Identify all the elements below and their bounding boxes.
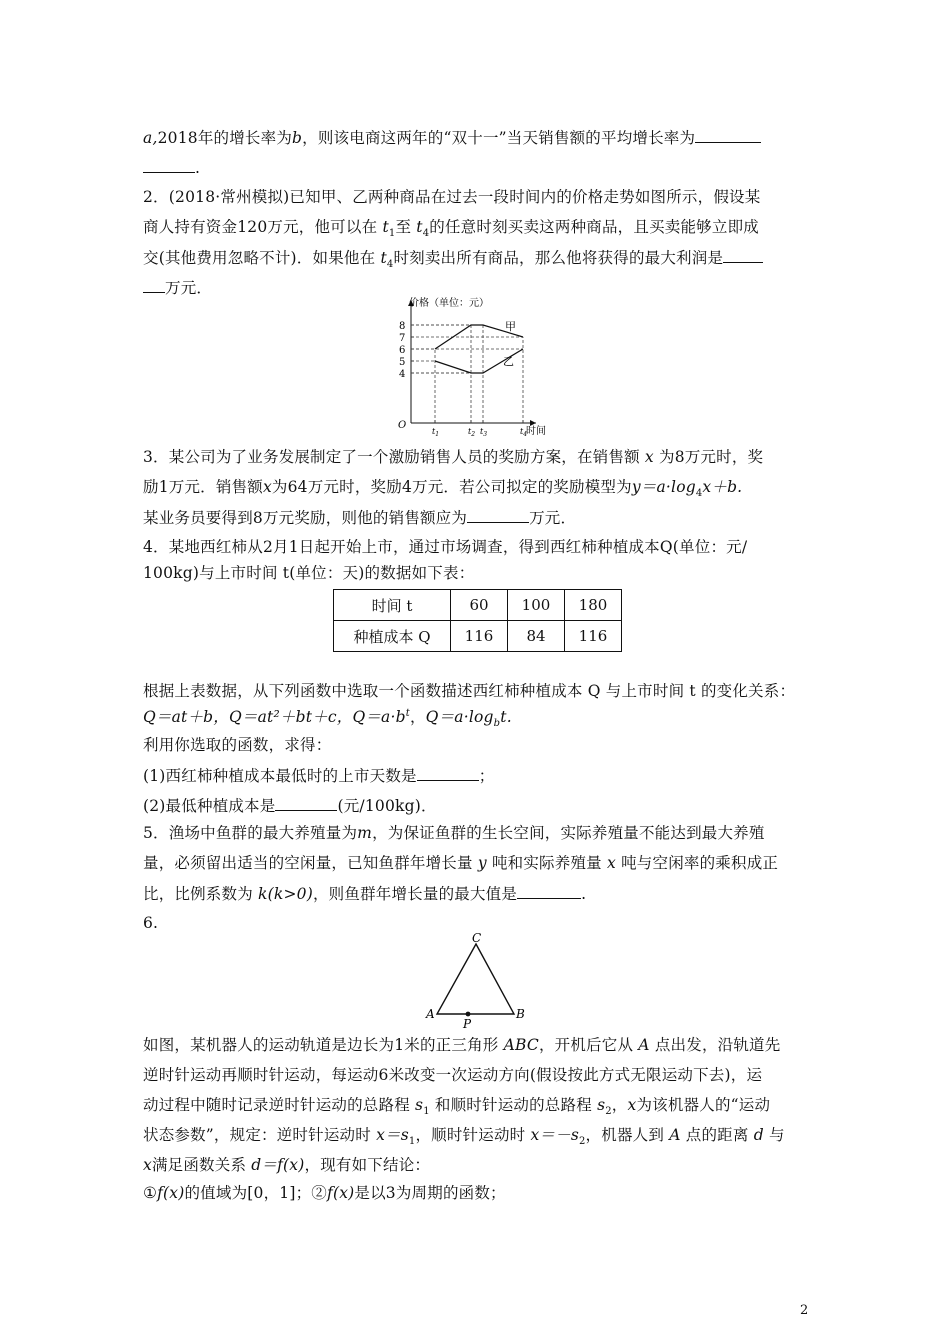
table-header-cell: 时间 t (334, 590, 451, 621)
q4-line5: 利用你选取的函数，求得： (143, 736, 332, 754)
table-cell: 116 (451, 621, 508, 652)
answer-blank[interactable] (143, 276, 165, 293)
series-label-yi: 乙 (503, 355, 514, 368)
y-tick-label: 4 (399, 369, 406, 380)
data-table (333, 589, 622, 652)
y-tick-label: 5 (399, 357, 406, 368)
chart-grid (411, 325, 523, 423)
series-label-jia: 甲 (505, 320, 516, 333)
q2-line1: 2．(2018·常州模拟)已知甲、乙两种商品在过去一段时间内的价格走势如图所示，假设某 (143, 188, 761, 206)
answer-blank[interactable] (275, 794, 337, 811)
label-p: P (463, 1017, 472, 1031)
chart-axes (408, 300, 536, 426)
triangle-abc (437, 944, 514, 1014)
table-cell: 84 (508, 621, 565, 652)
answer-blank[interactable] (695, 126, 761, 143)
answer-blank[interactable] (143, 156, 195, 173)
q4-formulas: Q＝at＋b，Q＝at²＋bt＋c，$Q=a\cdot b^t$，$Q=a\cdot\log_bt$. (143, 707, 512, 730)
var-b: b (292, 129, 303, 147)
price-chart (390, 294, 546, 438)
x-axis-label: 时间 (526, 426, 546, 437)
q2-line2: 商人持有资金120万元，他可以在 $t_1$至 $t_4$的任意时刻买卖这两种商品，且买卖能够立即成 (143, 218, 759, 240)
triangle-figure (420, 930, 530, 1031)
x-tick-label: $t_1$ (432, 427, 440, 438)
y-axis-label: 价格（单位：元） (409, 298, 489, 309)
q6-number: 6. (143, 914, 159, 932)
q4-line7: (2)最低种植成本是 (元/100kg)． (143, 794, 437, 817)
table-row (334, 621, 622, 652)
x-tick-label: $t_4$ (520, 427, 528, 438)
q4-line6: (1)西红柿种植成本最低时的上市天数是 ； (143, 764, 494, 787)
q1-continuation: a,2018年的增长率为b，则该电商这两年的“双十一”当天销售额的平均增长率为 (143, 126, 761, 149)
q6-line4: 状态参数”，规定：逆时针运动时 $x=s_1$，顺时针运动时 $x=-s_2$，机器人到 A 点的距离 d 与 (143, 1126, 785, 1148)
var-a: a, (143, 129, 158, 147)
table-header-cell: 种植成本 Q (334, 621, 451, 652)
q4-line2: 100kg)与上市时间 t(单位：天)的数据如下表： (143, 564, 475, 582)
y-tick-label: 6 (399, 345, 406, 356)
label-b: B (516, 1007, 525, 1021)
label-c: C (472, 931, 482, 945)
q1-continuation-2: . (143, 156, 200, 179)
q2-line4: 万元． (143, 276, 212, 299)
table-cell: 180 (565, 590, 622, 621)
answer-blank[interactable] (417, 764, 479, 781)
origin-label: O (398, 420, 407, 431)
q6-line2: 逆时针运动再顺时针运动，每运动6米改变一次运动方向(假设按此方式无限运动下去)，运 (143, 1066, 763, 1084)
answer-blank[interactable] (723, 246, 763, 263)
x-tick-label: $t_2$ (468, 427, 476, 438)
table-cell: 100 (508, 590, 565, 621)
y-tick-label: 7 (399, 333, 406, 344)
q4-line1: 4．某地西红柿从2月1日起开始上市，通过市场调查，得到西红柿种植成本Q(单位：元/ (143, 538, 748, 556)
q3-line2: 励1万元．销售额x为64万元时，奖励4万元．若公司拟定的奖励模型为$y=a\cdot\log_4x+b$. (143, 478, 743, 500)
q2-line3: 交(其他费用忽略不计)．如果他在 $t_4$时刻卖出所有商品，那么他将获得的最大利润是 (143, 246, 763, 269)
answer-blank[interactable] (517, 882, 581, 899)
q3-line3: 某业务员要得到8万元奖励，则他的销售额应为 万元． (143, 506, 576, 529)
table-cell: 116 (565, 621, 622, 652)
q5-line3: 比，比例系数为 k(k>0)，则鱼群年增长量的最大值是 . (143, 882, 586, 905)
q5-line1: 5．渔场中鱼群的最大养殖量为m，为保证鱼群的生长空间，实际养殖量不能达到最大养殖 (143, 824, 765, 842)
answer-blank[interactable] (467, 506, 529, 523)
q4-line3: 根据上表数据，从下列函数中选取一个函数描述西红柿种植成本 Q 与上市时间 t 的变化关系： (143, 682, 796, 700)
q6-line3: 动过程中随时记录逆时针运动的总路程 $s_1$ 和顺时针运动的总路程 $s_2$，x为该机器人的“运动 (143, 1096, 771, 1118)
point-p (466, 1012, 471, 1017)
table-row (334, 590, 622, 621)
q6-line1: 如图，某机器人的运动轨道是边长为1米的正三角形 ABC，开机后它从 A 点出发，沿轨道先 (143, 1036, 781, 1054)
x-tick-label: $t_3$ (480, 427, 488, 438)
q6-line5: x满足函数关系 d＝f(x)，现有如下结论： (143, 1156, 431, 1174)
chart-labels (398, 296, 546, 438)
q3-line1: 3．某公司为了业务发展制定了一个激励销售人员的奖励方案，在销售额 x 为8万元时，奖 (143, 448, 764, 466)
page-number: 2 (800, 1303, 809, 1318)
table-cell: 60 (451, 590, 508, 621)
q5-line2: 量，必须留出适当的空闲量，已知鱼群年增长量 y 吨和实际养殖量 x 吨与空闲率的乘积成正 (143, 854, 779, 872)
label-a: A (426, 1007, 435, 1021)
q6-line6: ①f(x)的值域为[0，1]；②f(x)是以3为周期的函数； (143, 1184, 506, 1202)
y-tick-label: 8 (399, 321, 406, 332)
